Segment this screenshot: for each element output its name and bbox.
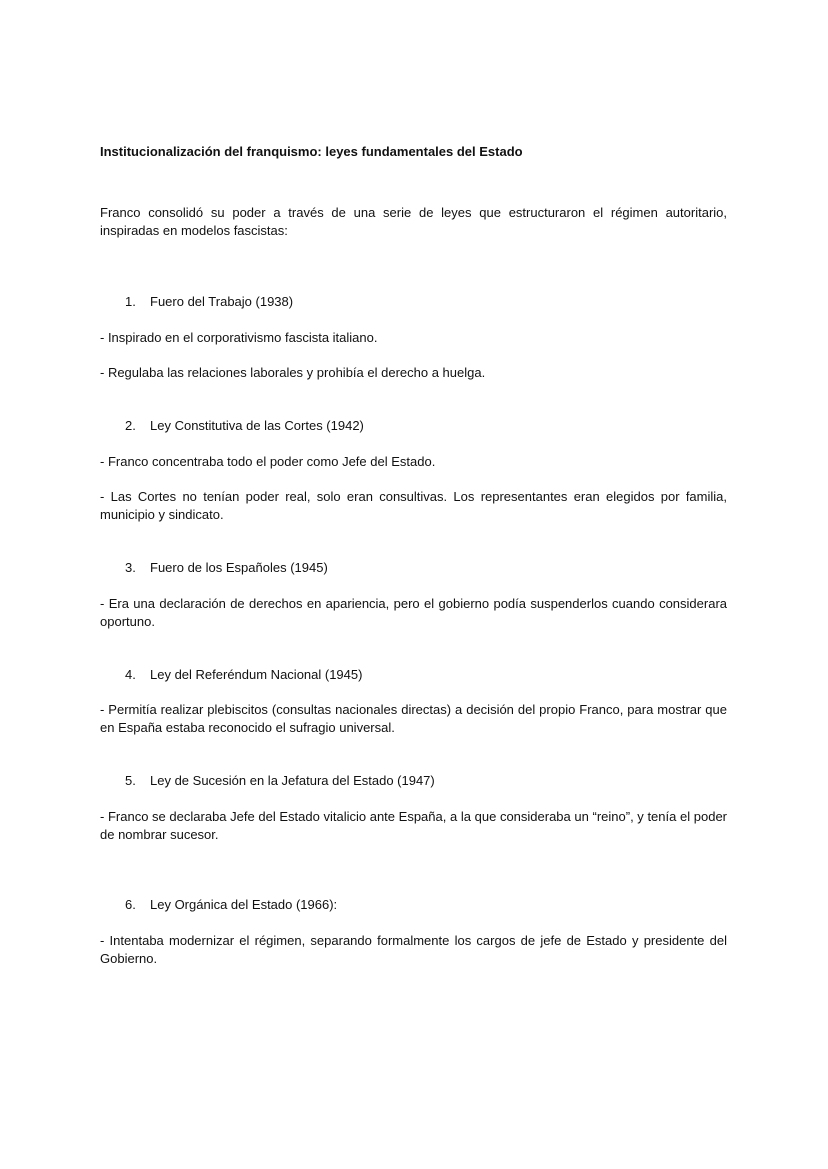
law-title: Fuero del Trabajo (1938) (150, 294, 294, 309)
law-heading-4 (125, 666, 362, 684)
law-point: - Franco concentraba todo el poder como Jefe del Estado. (100, 454, 436, 469)
law-heading-2 (125, 417, 364, 435)
law-point: - Intentaba modernizar el régimen, separando formalmente los cargos de jefe de Estado y presidente del Gobierno. (100, 933, 727, 966)
law-point: - Franco se declaraba Jefe del Estado vitalicio ante España, a la que consideraba un “reino”, y tenía el poder de nombrar sucesor. (100, 809, 727, 842)
law-heading-6 (125, 896, 337, 914)
law-heading-3 (125, 559, 328, 577)
law-point: - Permitía realizar plebiscitos (consultas nacionales directas) a decisión del propio Franco, para mostrar que en España estaba reconocido el sufragio universal. (100, 702, 727, 735)
law-point: - Era una declaración de derechos en apariencia, pero el gobierno podía suspenderlos cuando considerara oportuno. (100, 596, 727, 629)
law-title: Ley del Referéndum Nacional (1945) (150, 667, 363, 682)
law-heading-1 (125, 293, 293, 311)
intro-paragraph: Franco consolidó su poder a través de una serie de leyes que estructuraron el régimen autoritario, inspiradas en modelos fascistas: (100, 205, 727, 238)
law-number: 4. (125, 667, 136, 682)
law-number: 6. (125, 897, 136, 912)
law-point: - Las Cortes no tenían poder real, solo eran consultivas. Los representantes eran elegidos por familia, municipio y sindicato. (100, 489, 727, 522)
law-number: 1. (125, 294, 136, 309)
law-point: - Regulaba las relaciones laborales y prohibía el derecho a huelga. (100, 365, 486, 380)
law-title: Ley Constitutiva de las Cortes (1942) (150, 418, 364, 433)
law-heading-5 (125, 772, 435, 790)
law-number: 2. (125, 418, 136, 433)
document-title: Institucionalización del franquismo: leyes fundamentales del Estado (100, 144, 523, 159)
law-title: Ley Orgánica del Estado (1966): (150, 897, 338, 912)
law-title: Fuero de los Españoles (1945) (150, 560, 328, 575)
law-title: Ley de Sucesión en la Jefatura del Estado (1947) (150, 773, 435, 788)
law-point: - Inspirado en el corporativismo fascista italiano. (100, 330, 378, 345)
law-number: 5. (125, 773, 136, 788)
document-page (100, 0, 727, 1169)
law-number: 3. (125, 560, 136, 575)
